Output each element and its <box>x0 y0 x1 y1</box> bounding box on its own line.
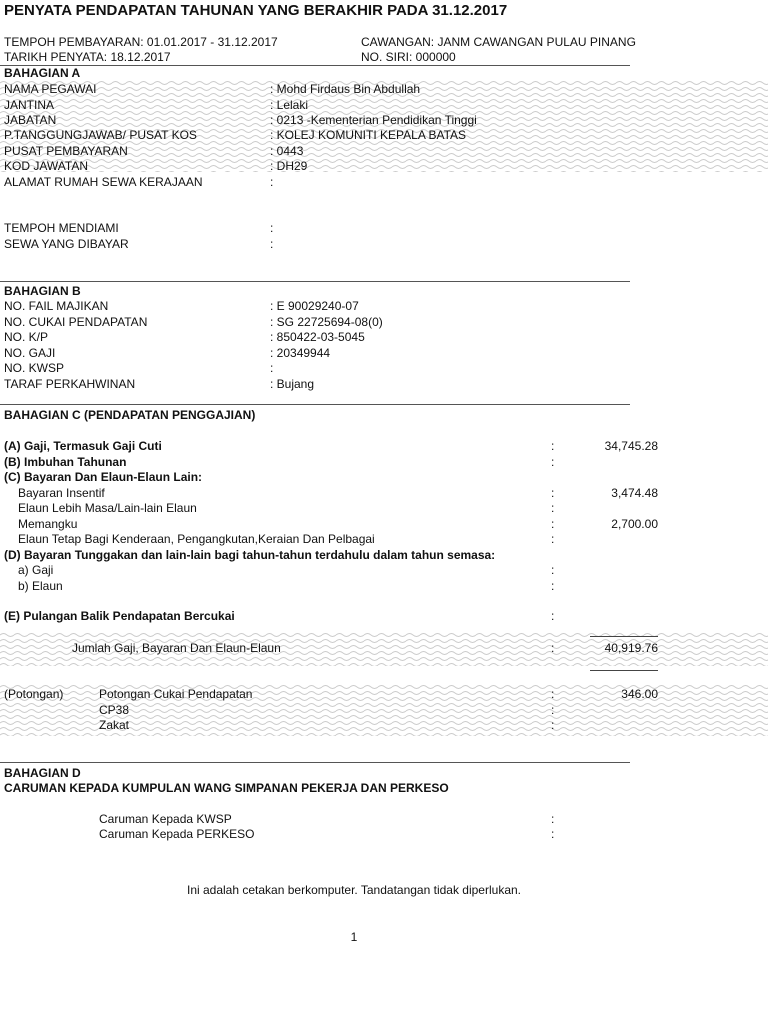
potongan-tag: (Potongan) <box>4 687 64 701</box>
income-label: (B) Imbuhan Tahunan <box>4 455 127 469</box>
income-amount: 34,745.28 <box>604 439 658 453</box>
jumlah-amount: 40,919.76 <box>604 641 658 655</box>
income-label: (A) Gaji, Termasuk Gaji Cuti <box>4 439 162 453</box>
field-label: P.TANGGUNGJAWAB/ PUSAT KOS <box>4 128 197 142</box>
income-colon: : <box>551 609 555 623</box>
income-label: (C) Bayaran Dan Elaun-Elaun Lain: <box>4 470 203 484</box>
deduction-colon: : <box>551 718 555 732</box>
income-colon: : <box>551 439 555 453</box>
jumlah-colon: : <box>551 641 555 655</box>
income-label: Elaun Lebih Masa/Lain-lain Elaun <box>18 501 197 515</box>
field-label: NO. KWSP <box>4 361 65 375</box>
field-value: : 0213 -Kementerian Pendidikan Tinggi <box>270 113 477 127</box>
deduction-colon: : <box>551 687 555 701</box>
divider <box>0 281 630 282</box>
deduction-colon: : <box>551 703 555 717</box>
field-label: ALAMAT RUMAH SEWA KERAJAAN <box>4 175 203 189</box>
income-amount: 2,700.00 <box>611 517 658 531</box>
income-colon: : <box>551 579 555 593</box>
caruman-colon: : <box>551 812 555 826</box>
income-colon: : <box>551 486 555 500</box>
field-value: : KOLEJ KOMUNITI KEPALA BATAS <box>270 128 467 142</box>
divider <box>0 404 630 405</box>
section-heading-d: BAHAGIAN D <box>4 766 81 780</box>
income-amount: 3,474.48 <box>611 486 658 500</box>
field-value: : DH29 <box>270 159 308 173</box>
field-value: : <box>270 361 274 375</box>
page-title: PENYATA PENDAPATAN TAHUNAN YANG BERAKHIR PADA 31.12.2017 <box>4 2 508 19</box>
section-heading-b: BAHAGIAN B <box>4 284 81 298</box>
caruman-label: Caruman Kepada KWSP <box>99 812 232 826</box>
field-label: TARAF PERKAHWINAN <box>4 377 136 391</box>
deduction-label: Potongan Cukai Pendapatan <box>99 687 253 701</box>
income-label: b) Elaun <box>18 579 63 593</box>
field-value: : <box>270 175 274 189</box>
income-colon: : <box>551 517 555 531</box>
income-label: Bayaran Insentif <box>18 486 105 500</box>
income-label: Memangku <box>18 517 78 531</box>
divider <box>0 762 630 763</box>
field-label: PUSAT PEMBAYARAN <box>4 144 128 158</box>
section-heading-c: BAHAGIAN C (PENDAPATAN PENGGAJIAN) <box>4 408 256 422</box>
field-value: : Lelaki <box>270 98 309 112</box>
field-value: : Mohd Firdaus Bin Abdullah <box>270 82 421 96</box>
field-value: : 850422-03-5045 <box>270 330 365 344</box>
deduction-label: Zakat <box>99 718 130 732</box>
field-value: : 20349944 <box>270 346 331 360</box>
field-label: NAMA PEGAWAI <box>4 82 97 96</box>
income-colon: : <box>551 455 555 469</box>
deduction-amount: 346.00 <box>621 687 658 701</box>
footer-note: Ini adalah cetakan berkomputer. Tandatangan tidak diperlukan. <box>186 883 521 897</box>
field-label: KOD JAWATAN <box>4 159 88 173</box>
income-label: (E) Pulangan Balik Pendapatan Bercukai <box>4 609 235 623</box>
field-value: : E 90029240-07 <box>270 299 359 313</box>
section-subheading-d: CARUMAN KEPADA KUMPULAN WANG SIMPANAN PEKERJA DAN PERKESO <box>4 781 449 795</box>
field-label: NO. K/P <box>4 330 49 344</box>
divider <box>0 65 630 66</box>
section-heading-a: BAHAGIAN A <box>4 66 81 80</box>
caruman-colon: : <box>551 827 555 841</box>
tempoh-pembayaran: TEMPOH PEMBAYARAN: 01.01.2017 - 31.12.2017 <box>4 35 278 49</box>
field-value: : Bujang <box>270 377 315 391</box>
page-number: 1 <box>350 930 358 944</box>
field-value: : 0443 <box>270 144 304 158</box>
field-value: : <box>270 221 274 235</box>
cawangan: CAWANGAN: JANM CAWANGAN PULAU PINANG <box>361 35 636 49</box>
income-colon: : <box>551 501 555 515</box>
field-label: TEMPOH MENDIAMI <box>4 221 119 235</box>
field-value: : SG 22725694-08(0) <box>270 315 383 329</box>
no-siri: NO. SIRI: 000000 <box>361 50 456 64</box>
deduction-label: CP38 <box>99 703 130 717</box>
total-rule <box>590 670 658 671</box>
income-label: a) Gaji <box>18 563 54 577</box>
jumlah-label: Jumlah Gaji, Bayaran Dan Elaun-Elaun <box>72 641 281 655</box>
income-label: Elaun Tetap Bagi Kenderaan, Pengangkutan,Keraian Dan Pelbagai <box>18 532 375 546</box>
income-label: (D) Bayaran Tunggakan dan lain-lain bagi tahun-tahun terdahulu dalam tahun semasa: <box>4 548 496 562</box>
total-rule <box>590 636 658 637</box>
field-label: JABATAN <box>4 113 57 127</box>
income-colon: : <box>551 563 555 577</box>
field-value: : <box>270 237 274 251</box>
field-label: NO. GAJI <box>4 346 56 360</box>
field-label: SEWA YANG DIBAYAR <box>4 237 129 251</box>
field-label: NO. FAIL MAJIKAN <box>4 299 109 313</box>
field-label: JANTINA <box>4 98 55 112</box>
field-label: NO. CUKAI PENDAPATAN <box>4 315 148 329</box>
income-colon: : <box>551 532 555 546</box>
tarikh-penyata: TARIKH PENYATA: 18.12.2017 <box>4 50 171 64</box>
caruman-label: Caruman Kepada PERKESO <box>99 827 255 841</box>
